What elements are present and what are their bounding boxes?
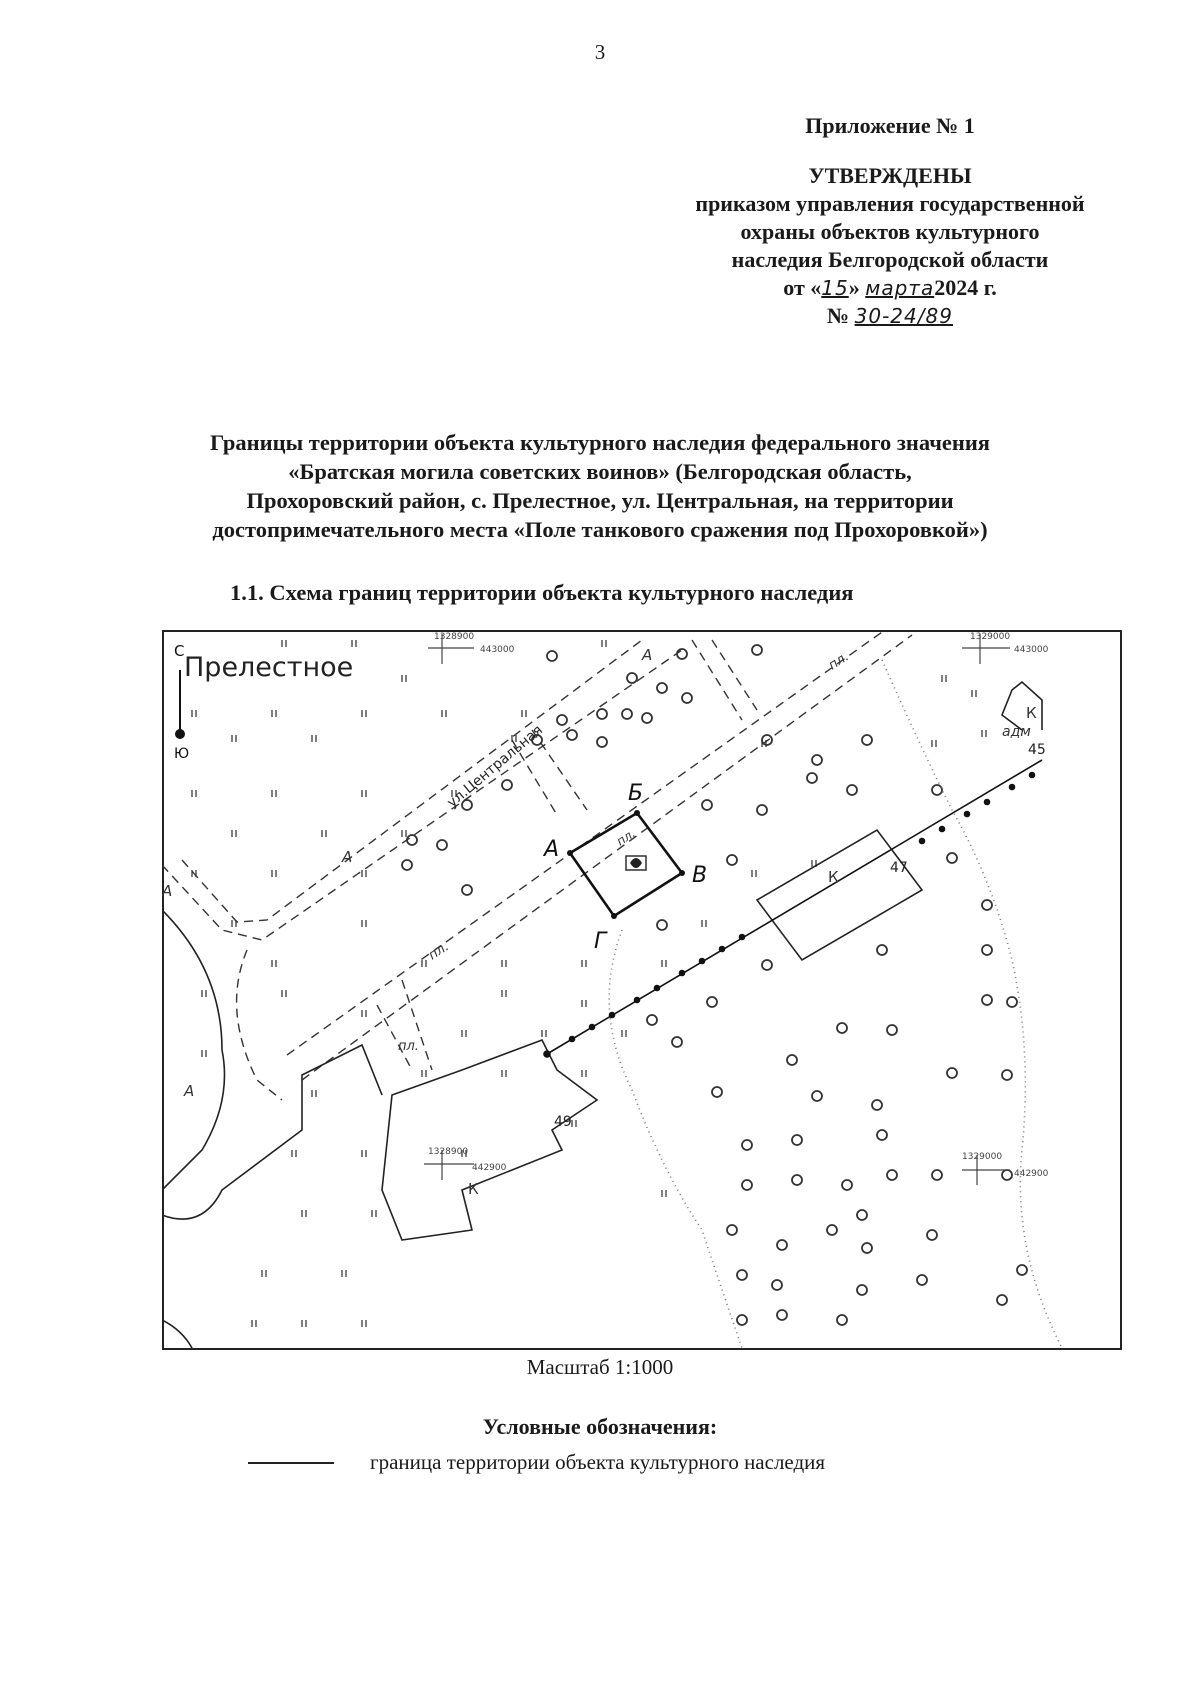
grid-label-x1-bottom: 1328900 [428,1147,469,1157]
street-name: ул.Центральная [444,722,546,812]
date-day: 15 [821,276,849,300]
grid-label-y2-bottom: 442900 [472,1163,507,1173]
house-45: 45 [1028,742,1046,758]
date-prefix: от « [783,275,822,300]
pl-label-road: пл. [426,939,452,964]
grid-label-y2-right: 442900 [1014,1169,1049,1179]
title-line-2: «Братская могила советских воинов» (Белгородская область, [288,459,912,484]
grid-label-x1-top: 1328900 [434,632,475,642]
map-scale: Масштаб 1:1000 [526,1355,674,1379]
approval-number [640,302,1140,330]
north-label: С [174,642,185,660]
house-47: 47 [890,860,908,876]
grid-label-y1-right: 443000 [1014,645,1049,655]
title-line-4: достопримечательного места «Поле танкового сражения под Прохоровкой») [212,517,988,542]
approval-block [640,112,1140,330]
building-k-label-2: К [468,1180,479,1198]
order-number: 30-24/89 [854,304,953,328]
approval-line-1: приказом управления государственной [695,191,1085,216]
document-title [100,428,1100,544]
pl-label-square: пл. [614,826,638,849]
legend-boundary-line [248,1462,334,1464]
house-49: 49 [554,1114,572,1130]
building-k-label-3: К [1026,704,1037,722]
building-k-label-1: К [828,868,839,886]
map-frame [163,631,1121,1349]
approval-date [640,274,1140,302]
title-line-3: Прохоровский район, с. Прелестное, ул. Центральная, на территории [246,488,954,513]
appendix-label: Приложение № 1 [805,113,975,138]
point-g-label: Г [594,929,607,954]
page-number: 3 [594,40,606,64]
date-month: марта [865,276,935,300]
building-adm-label: адм [1002,724,1031,740]
pl-label-lot: пл. [398,1039,419,1054]
south-label: Ю [174,746,190,762]
locality-label: Прелестное [184,652,354,683]
area-a-label-1: А [642,646,653,664]
grid-label-x2-top: 1329000 [970,632,1011,642]
grid-label-y1-top: 443000 [480,645,515,655]
point-v-label: В [692,863,708,888]
date-mid: » [848,275,860,300]
grid-label-x2-bottom: 1329000 [962,1152,1003,1162]
pl-label-top: пл. [826,649,852,674]
area-a-label-3: А [162,882,173,900]
area-a-label-4: А [184,1082,195,1100]
section-subtitle: 1.1. Схема границ территории объекта культурного наследия [230,580,854,605]
point-a-label: А [544,837,560,862]
area-a-label-2: А [342,848,353,866]
approval-line-3: наследия Белгородской области [731,247,1049,272]
date-year: 2024 г. [934,275,997,300]
title-line-1: Границы территории объекта культурного наследия федерального значения [210,430,990,455]
point-b-label: Б [628,781,644,806]
approval-line-2: охраны объектов культурного [740,219,1040,244]
boundary-map [162,630,1122,1350]
legend-title: Условные обозначения: [482,1414,718,1439]
number-prefix: № [827,303,850,328]
approved-heading: УТВЕРЖДЕНЫ [808,163,972,188]
legend-boundary-label: граница территории объекта культурного наследия [370,1450,826,1474]
